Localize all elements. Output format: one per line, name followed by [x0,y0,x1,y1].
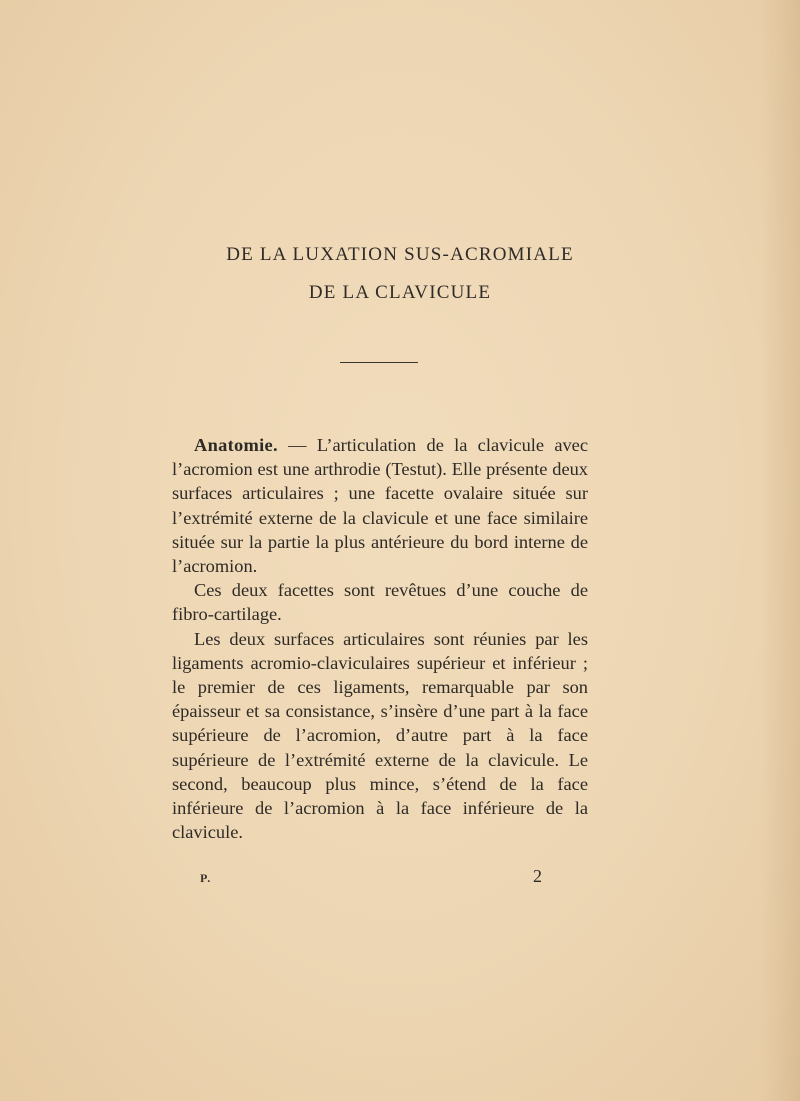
page-title-line-2: DE LA CLAVICULE [308,282,492,303]
page-title-line-1: DE LA LUXATION SUS-ACROMIALE [226,244,574,265]
paragraph-1-text: — L’articulation de la clavicule avec l’acromion est une arthrodie (Testut). Elle présente deux surfaces articulaires ; une facette ovalaire située sur l’extrémité externe de la clavicule et une face similaire située sur la partie la plus antérieure du bord interne de l’acromion. [172,435,588,577]
body-text [172,433,588,844]
paragraph-2: Ces deux facettes sont revêtues d’une couche de fibro-cartilage. [172,580,588,625]
paragraph-anatomie [172,433,588,578]
page-number: 2 [533,866,542,886]
paragraph-3: Les deux surfaces articulaires sont réunies par les ligaments acromio-claviculaires supérieur et inférieur ; le premier de ces ligaments, remarquable par son épaisseur et sa consistance, s’insère d’une part à la face supérieure de l’acromion, d’autre part à la face supérieure de l’extrémité externe de la clavicule. Le second, beaucoup plus mince, s’étend de la face inférieure de l’acromion à la face inférieure de la clavicule. [172,628,588,843]
page-edge-shadow [760,0,800,1101]
title-divider [340,362,418,363]
signature-mark: P. [200,871,212,885]
section-lead: Anatomie. [194,435,278,455]
